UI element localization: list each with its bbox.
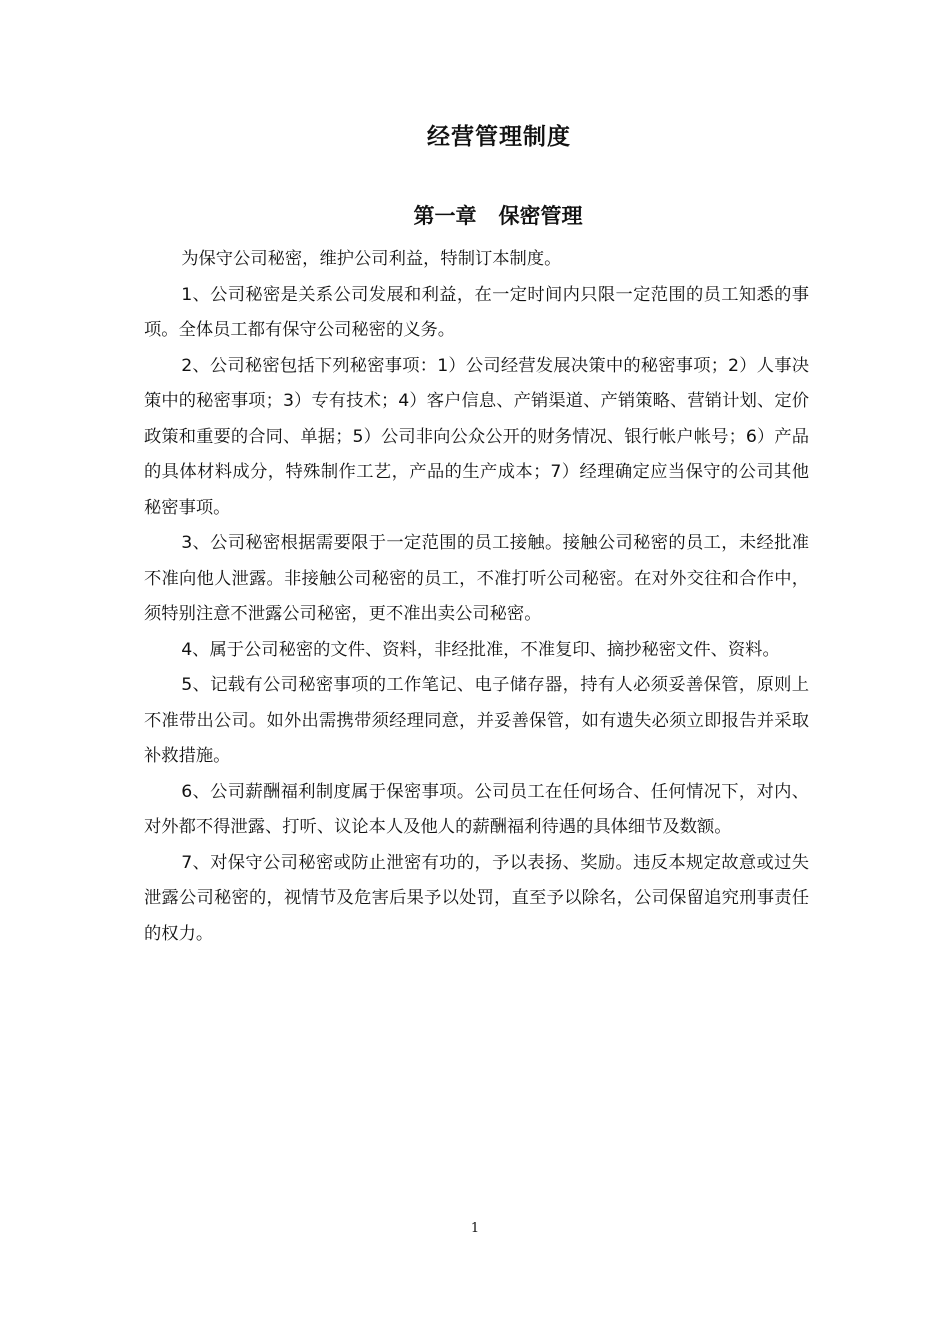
intro-paragraph: 为保守公司秘密，维护公司利益，特制订本制度。 [181, 249, 562, 269]
page-number: 1 [470, 1221, 480, 1236]
chapter-title: 第一章 保密管理 [413, 204, 583, 228]
clause-paragraph-5: 5、记载有公司秘密事项的工作笔记、电子储存器，持有人必须妥善保管，原则上不准带出公司。如外出需携带须经理同意，并妥善保管，如有遗失必须立即报告并采取补救措施。 [144, 675, 809, 766]
clause-paragraph-6: 6、公司薪酬福利制度属于保密事项。公司员工在任何场合、任何情况下，对内、对外都不得泄露、打听、议论本人及他人的薪酬福利待遇的具体细节及数额。 [144, 781, 809, 837]
clause-paragraph-1: 1、公司秘密是关系公司发展和利益，在一定时间内只限一定范围的员工知悉的事项。全体员工都有保守公司秘密的义务。 [144, 284, 809, 340]
clause-paragraph-7: 7、对保守公司秘密或防止泄密有功的，予以表扬、奖励。违反本规定故意或过失泄露公司秘密的，视情节及危害后果予以处罚，直至予以除名，公司保留追究刑事责任的权力。 [144, 852, 809, 944]
clause-paragraph-4: 4、属于公司秘密的文件、资料，非经批准，不准复印、摘抄秘密文件、资料。 [181, 639, 780, 660]
document-title: 经营管理制度 [427, 124, 571, 150]
clause-paragraph-3: 3、公司秘密根据需要限于一定范围的员工接触。接触公司秘密的员工，未经批准不准向他人泄露。非接触公司秘密的员工，不准打听公司秘密。在对外交往和合作中，须特别注意不泄露公司秘密，更不准出卖公司秘密。 [144, 533, 809, 624]
clause-paragraph-2: 2、公司秘密包括下列秘密事项：1）公司经营发展决策中的秘密事项；2）人事决策中的秘密事项；3）专有技术；4）客户信息、产销渠道、产销策略、营销计划、定价政策和重要的合同、单据；5）公司非向公众公开的财务情况、银行帐户帐号；6）产品的具体材料成分，特殊制作工艺，产品的生产成本；7）经理确定应当保守的公司其他秘密事项。 [144, 355, 809, 518]
document-body [144, 242, 809, 952]
